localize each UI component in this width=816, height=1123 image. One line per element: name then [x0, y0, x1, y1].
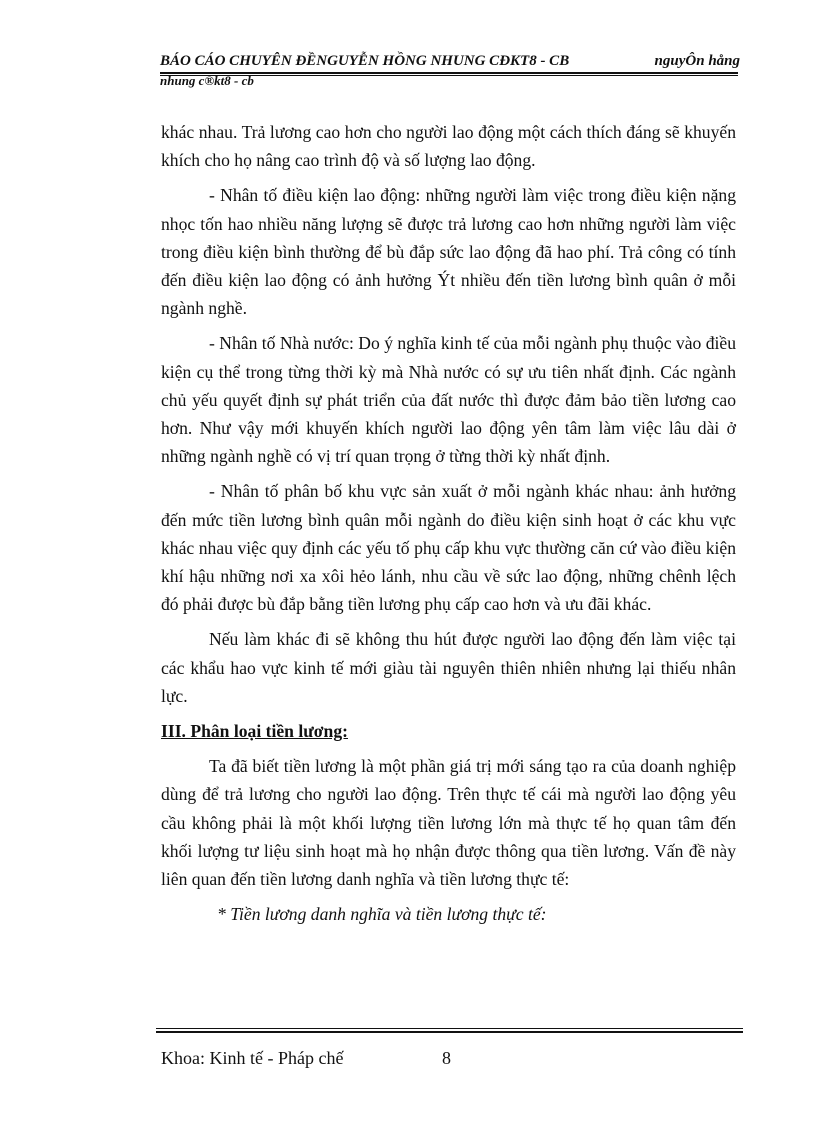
paragraph: khác nhau. Trả lương cao hơn cho người lao động một cách thích đáng sẽ khuyến khích cho họ nâng cao trình độ và số lượng lao động.	[161, 122, 736, 171]
section-heading: III. Phân loại tiền lương:	[161, 721, 348, 742]
page-number: 8	[442, 1048, 451, 1068]
paragraph: - Nhân tố Nhà nước: Do ý nghĩa kinh tế của mỗi ngành phụ thuộc vào điều kiện cụ thể trong từng thời kỳ mà Nhà nước có sự ưu tiên nhất định. Các ngành chủ yếu quyết định sự phát triển của đất nước thì được đảm bảo tiền lương cao hơn. Như vậy mới khuyến khích người lao động yên tâm làm việc lâu dài ở những ngành nghề có vị trí quan trọng ở từng thời kỳ nhất định.	[161, 333, 736, 467]
paragraph: Nếu làm khác đi sẽ không thu hút được người lao động đến làm việc tại các khẩu hao vực kinh tế mới giàu tài nguyên thiên nhiên nhưng lại thiếu nhân lực.	[161, 629, 736, 706]
footer-rule-thick	[156, 1031, 743, 1033]
subsection-title: * Tiền lương danh nghĩa và tiền lương thực tế:	[217, 904, 547, 925]
paragraph: Ta đã biết tiền lương là một phần giá trị mới sáng tạo ra của doanh nghiệp dùng để trả lương cho người lao động. Trên thực tế cái mà người lao động yêu cầu không phải là một khối lượng tiền lương lớn mà thực tế họ quan tâm đến khối lượng tư liệu sinh hoạt mà họ nhận được thông qua tiền lương. Vấn đề này liên quan đến tiền lương danh nghĩa và tiền lương thực tế:	[161, 756, 736, 890]
page-header	[160, 50, 740, 90]
header-author: nguyÔn hång	[654, 53, 740, 69]
paragraph: - Nhân tố phân bố khu vực sản xuất ở mỗi ngành khác nhau: ảnh hưởng đến mức tiền lương bình quân mỗi ngành do điều kiện sinh hoạt ở các khu vực khác nhau việc quy định các yếu tố phụ cấp khu vực thường căn cứ vào điều kiện khí hậu những nơi xa xôi hẻo lánh, nhu cầu về sức lao động, những chênh lệch đó phải được bù đắp bằng tiền lương phụ cấp cao hơn và ưu đãi khác.	[161, 481, 736, 615]
footer-rule-thin	[156, 1028, 743, 1029]
footer-department: Khoa: Kinh tế - Pháp chế	[161, 1048, 344, 1068]
header-title: BÁO CÁO CHUYÊN ĐỀNGUYỄN HỒNG NHUNG CĐKT8 - CB	[160, 53, 570, 69]
document-body	[161, 118, 736, 935]
header-subtitle: nhung c®kt8 - cb	[160, 73, 254, 88]
paragraph: - Nhân tố điều kiện lao động: những người làm việc trong điều kiện nặng nhọc tốn hao nhiều năng lượng sẽ được trả lương cao hơn những người làm việc trong điều kiện bình thường để bù đắp sức lao động đã hao phí. Trả công có tính đến điều kiện lao động có ảnh hưởng Ýt nhiều đến tiền lương bình quân ở mỗi ngành nghề.	[161, 185, 736, 319]
